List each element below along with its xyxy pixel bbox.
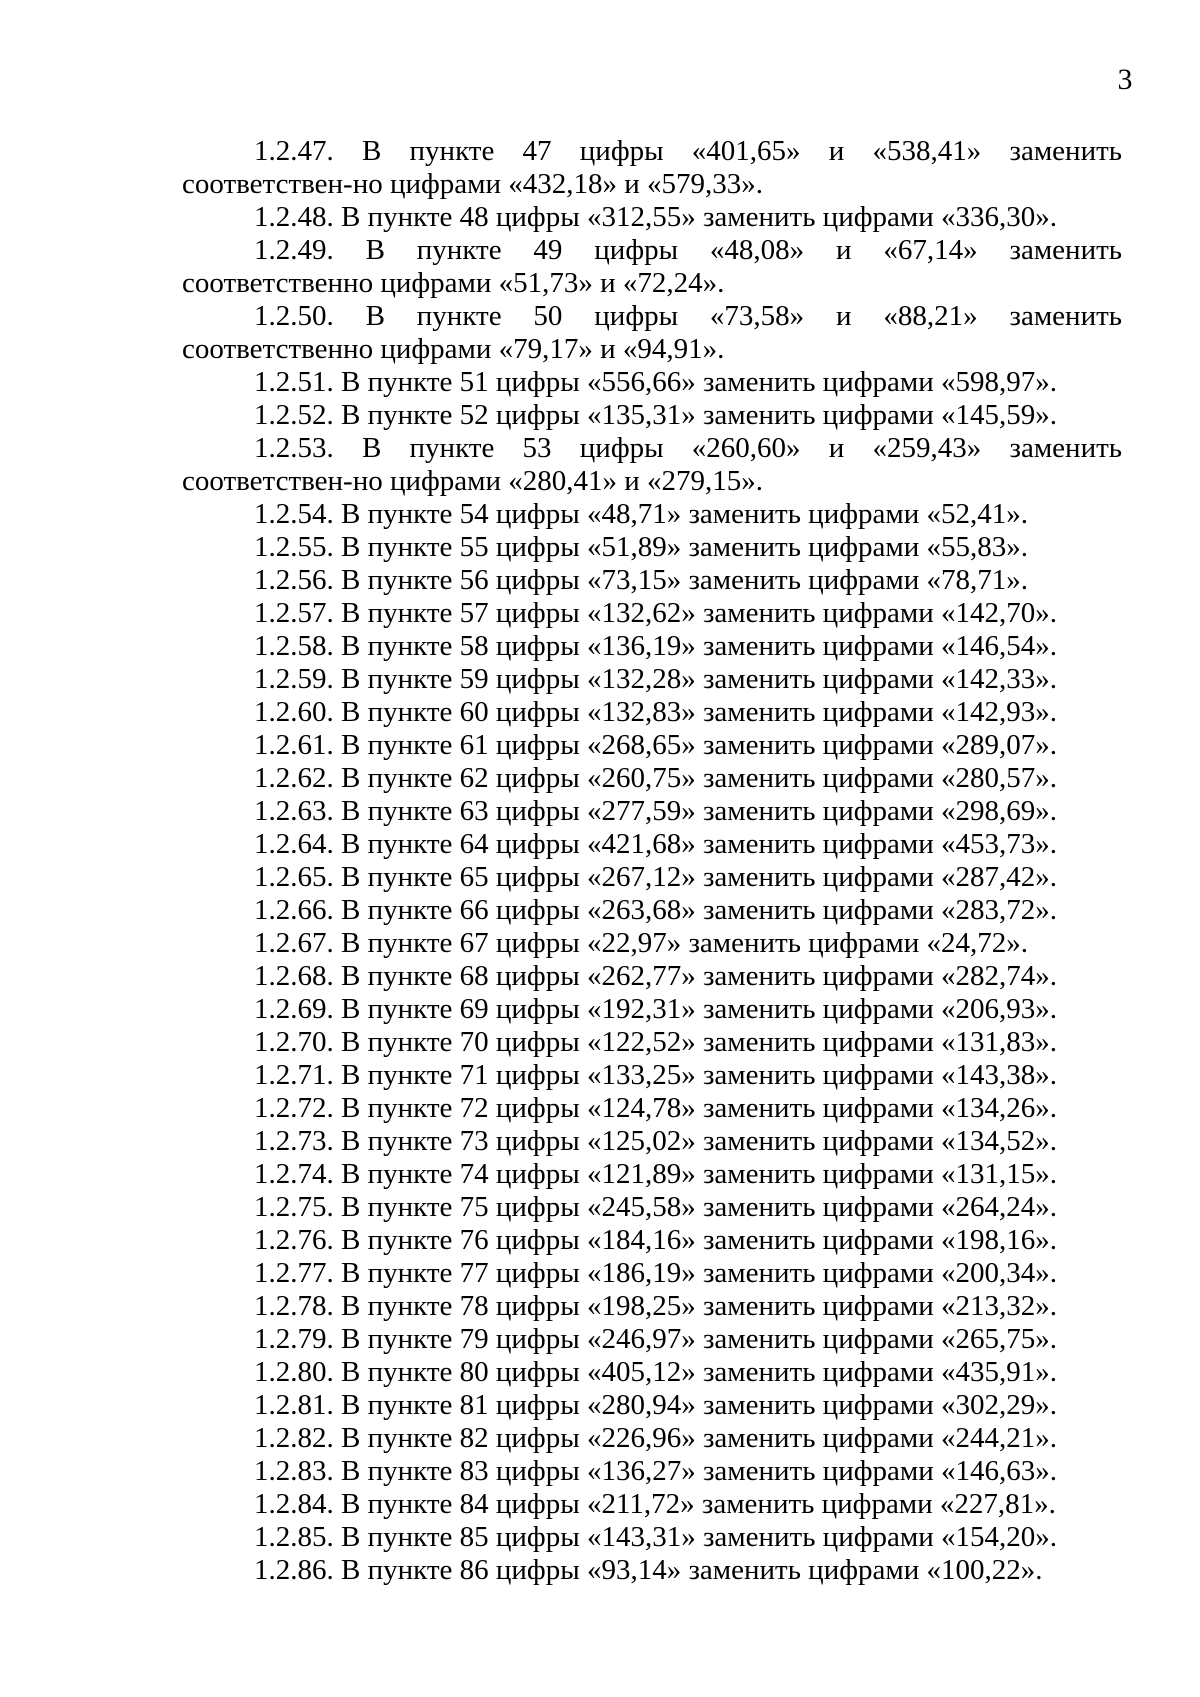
amendment-item: 1.2.63. В пункте 63 цифры «277,59» заменить цифрами «298,69». bbox=[254, 795, 1058, 827]
amendment-item: 1.2.69. В пункте 69 цифры «192,31» заменить цифрами «206,93». bbox=[254, 993, 1058, 1025]
amendment-item: 1.2.48. В пункте 48 цифры «312,55» заменить цифрами «336,30». bbox=[254, 201, 1058, 233]
amendment-item: 1.2.68. В пункте 68 цифры «262,77» заменить цифрами «282,74». bbox=[254, 960, 1058, 992]
amendment-item: 1.2.50. В пункте 50 цифры «73,58» и «88,21» заменить соответственно цифрами «79,17» и «94,91». bbox=[182, 300, 1122, 365]
amendment-item: 1.2.76. В пункте 76 цифры «184,16» заменить цифрами «198,16». bbox=[254, 1224, 1058, 1256]
amendment-item: 1.2.79. В пункте 79 цифры «246,97» заменить цифрами «265,75». bbox=[254, 1323, 1058, 1355]
amendment-item: 1.2.62. В пункте 62 цифры «260,75» заменить цифрами «280,57». bbox=[254, 762, 1058, 794]
amendment-item: 1.2.73. В пункте 73 цифры «125,02» заменить цифрами «134,52». bbox=[254, 1125, 1058, 1157]
amendment-item: 1.2.55. В пункте 55 цифры «51,89» заменить цифрами «55,83». bbox=[254, 531, 1029, 563]
amendment-item: 1.2.47. В пункте 47 цифры «401,65» и «538,41» заменить соответствен-но цифрами «432,18» и «579,33». bbox=[182, 135, 1122, 200]
amendment-item: 1.2.49. В пункте 49 цифры «48,08» и «67,14» заменить соответственно цифрами «51,73» и «72,24». bbox=[182, 234, 1122, 299]
amendment-item: 1.2.67. В пункте 67 цифры «22,97» заменить цифрами «24,72». bbox=[254, 927, 1029, 959]
amendment-item: 1.2.80. В пункте 80 цифры «405,12» заменить цифрами «435,91». bbox=[254, 1356, 1058, 1388]
amendment-item: 1.2.84. В пункте 84 цифры «211,72» заменить цифрами «227,81». bbox=[254, 1488, 1056, 1520]
amendment-item: 1.2.52. В пункте 52 цифры «135,31» заменить цифрами «145,59». bbox=[254, 399, 1058, 431]
amendment-item: 1.2.61. В пункте 61 цифры «268,65» заменить цифрами «289,07». bbox=[254, 729, 1058, 761]
amendment-item: 1.2.51. В пункте 51 цифры «556,66» заменить цифрами «598,97». bbox=[254, 366, 1058, 398]
amendment-item: 1.2.83. В пункте 83 цифры «136,27» заменить цифрами «146,63». bbox=[254, 1455, 1058, 1487]
amendment-item: 1.2.57. В пункте 57 цифры «132,62» заменить цифрами «142,70». bbox=[254, 597, 1058, 629]
amendment-item: 1.2.64. В пункте 64 цифры «421,68» заменить цифрами «453,73». bbox=[254, 828, 1058, 860]
amendment-item: 1.2.53. В пункте 53 цифры «260,60» и «259,43» заменить соответствен-но цифрами «280,41» и «279,15». bbox=[182, 432, 1122, 497]
amendment-item: 1.2.75. В пункте 75 цифры «245,58» заменить цифрами «264,24». bbox=[254, 1191, 1058, 1223]
amendment-item: 1.2.58. В пункте 58 цифры «136,19» заменить цифрами «146,54». bbox=[254, 630, 1058, 662]
amendment-item: 1.2.60. В пункте 60 цифры «132,83» заменить цифрами «142,93». bbox=[254, 696, 1058, 728]
amendment-item: 1.2.70. В пункте 70 цифры «122,52» заменить цифрами «131,83». bbox=[254, 1026, 1058, 1058]
amendment-item: 1.2.54. В пункте 54 цифры «48,71» заменить цифрами «52,41». bbox=[254, 498, 1029, 530]
amendment-item: 1.2.77. В пункте 77 цифры «186,19» заменить цифрами «200,34». bbox=[254, 1257, 1058, 1289]
amendment-item: 1.2.82. В пункте 82 цифры «226,96» заменить цифрами «244,21». bbox=[254, 1422, 1058, 1454]
amendment-item: 1.2.56. В пункте 56 цифры «73,15» заменить цифрами «78,71». bbox=[254, 564, 1029, 596]
amendment-item: 1.2.59. В пункте 59 цифры «132,28» заменить цифрами «142,33». bbox=[254, 663, 1058, 695]
amendment-item: 1.2.81. В пункте 81 цифры «280,94» заменить цифрами «302,29». bbox=[254, 1389, 1058, 1421]
amendment-item: 1.2.85. В пункте 85 цифры «143,31» заменить цифрами «154,20». bbox=[254, 1521, 1058, 1553]
amendment-list bbox=[182, 135, 1122, 1587]
amendment-item: 1.2.71. В пункте 71 цифры «133,25» заменить цифрами «143,38». bbox=[254, 1059, 1058, 1091]
amendment-item: 1.2.65. В пункте 65 цифры «267,12» заменить цифрами «287,42». bbox=[254, 861, 1058, 893]
amendment-item: 1.2.72. В пункте 72 цифры «124,78» заменить цифрами «134,26». bbox=[254, 1092, 1058, 1124]
amendment-item: 1.2.86. В пункте 86 цифры «93,14» заменить цифрами «100,22». bbox=[254, 1554, 1043, 1586]
amendment-item: 1.2.66. В пункте 66 цифры «263,68» заменить цифрами «283,72». bbox=[254, 894, 1058, 926]
amendment-item: 1.2.78. В пункте 78 цифры «198,25» заменить цифрами «213,32». bbox=[254, 1290, 1058, 1322]
amendment-item: 1.2.74. В пункте 74 цифры «121,89» заменить цифрами «131,15». bbox=[254, 1158, 1058, 1190]
page-number: 3 bbox=[1117, 63, 1133, 96]
